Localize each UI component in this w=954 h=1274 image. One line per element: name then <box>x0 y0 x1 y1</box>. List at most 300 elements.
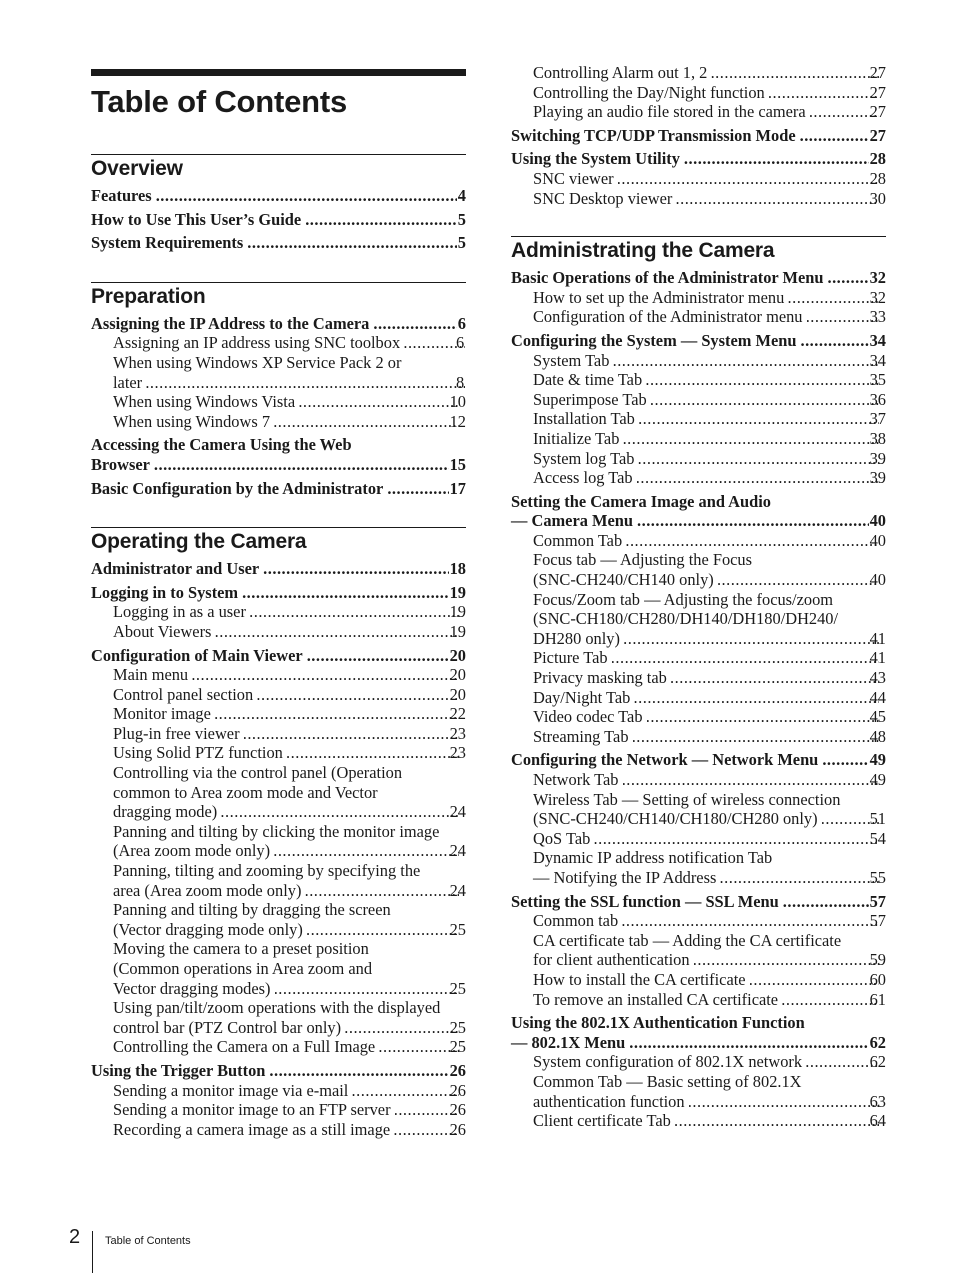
toc-subentry[interactable] <box>91 622 466 642</box>
right-sections <box>511 236 886 1131</box>
entry-page-number: 57 <box>869 911 886 931</box>
entry-text-block <box>113 333 466 353</box>
entry-title: Access log Tab <box>533 468 633 488</box>
entry-page-number: 24 <box>449 880 466 900</box>
toc-subentry[interactable] <box>511 288 886 308</box>
dot-leader <box>689 1092 879 1112</box>
toc-subentry[interactable] <box>511 990 886 1010</box>
entry-last-line <box>533 770 886 790</box>
entry-title: Date & time Tab <box>533 370 643 390</box>
toc-heading-entry[interactable] <box>511 750 886 770</box>
entry-text-line: Setting the Camera Image and Audio <box>511 491 771 511</box>
entry-title: Switching TCP/UDP Transmission Mode <box>511 125 796 145</box>
dot-leader <box>788 288 878 308</box>
entry-text-block <box>113 622 466 642</box>
dot-leader <box>394 1120 458 1140</box>
entry-page-number: 62 <box>869 1032 886 1052</box>
toc-subentry[interactable] <box>511 550 886 589</box>
entry-title: Basic Configuration by the Administrator <box>91 478 384 498</box>
entry-last-line <box>533 570 886 590</box>
entry-page-number: 39 <box>869 448 886 468</box>
toc-subentry[interactable] <box>511 63 886 83</box>
toc-subentry[interactable] <box>91 333 466 353</box>
toc-subentry[interactable] <box>91 763 466 822</box>
entry-text-block <box>533 1111 886 1131</box>
dot-leader <box>618 169 879 189</box>
entry-title: (Vector dragging mode only) <box>113 919 303 939</box>
dot-leader <box>307 646 449 666</box>
entry-last-line <box>533 911 886 931</box>
entry-text-line: Controlling via the control panel (Operation <box>113 763 403 783</box>
toc-heading-entry[interactable] <box>91 559 466 579</box>
toc-heading-entry[interactable] <box>511 492 886 531</box>
toc-heading-entry[interactable] <box>511 1013 886 1052</box>
entry-last-line <box>533 82 886 103</box>
dot-leader <box>675 1111 879 1131</box>
dot-leader <box>623 429 878 449</box>
toc-subentry[interactable] <box>91 392 466 412</box>
entry-page-number: 20 <box>449 684 466 704</box>
entry-title: (Area zoom mode only) <box>113 841 271 861</box>
toc-heading-entry[interactable] <box>91 583 466 603</box>
entry-text-line: common to Area zoom mode and Vector <box>113 782 378 802</box>
entry-page-number: 19 <box>449 602 466 622</box>
entry-title: Common Tab <box>533 530 623 550</box>
entry-title: SNC Desktop viewer <box>533 188 673 208</box>
entry-page-number: 38 <box>869 428 886 448</box>
entry-title: Assigning an IP address using SNC toolbox <box>113 333 401 353</box>
entry-last-line <box>533 409 886 429</box>
entry-page-number: 51 <box>869 809 886 829</box>
toc-subentry[interactable] <box>91 704 466 724</box>
entry-text-block <box>533 169 886 189</box>
entry-title: To remove an installed CA certificate <box>533 989 779 1009</box>
entry-text-block <box>533 727 886 747</box>
toc-subentry[interactable] <box>91 743 466 763</box>
toc-subentry[interactable] <box>91 1081 466 1101</box>
entry-title: Streaming Tab <box>533 726 629 746</box>
dot-leader <box>623 770 879 790</box>
dot-leader <box>646 370 878 390</box>
entry-text-line: Panning, tilting and zooming by specifying the <box>113 861 421 881</box>
entry-title: dragging mode) <box>113 802 218 822</box>
toc-subentry[interactable] <box>511 189 886 209</box>
entry-page-number: 32 <box>869 268 886 288</box>
entry-title: Control panel section <box>113 684 254 704</box>
entry-page-number: 41 <box>869 648 886 668</box>
toc-subentry[interactable] <box>511 590 886 649</box>
entry-text-block <box>533 911 886 931</box>
toc-subentry[interactable] <box>511 351 886 371</box>
toc-heading-entry[interactable] <box>511 268 886 288</box>
toc-subentry[interactable] <box>511 790 886 829</box>
entry-last-line <box>533 168 886 189</box>
entry-last-line <box>511 750 886 770</box>
entry-page-number: 20 <box>449 645 466 665</box>
entry-page-number: 34 <box>869 330 886 350</box>
dot-leader <box>594 829 878 849</box>
entry-page-number: 34 <box>869 350 886 370</box>
page-number: 2 <box>69 1226 81 1248</box>
entry-last-line <box>533 370 886 390</box>
entry-last-line <box>533 448 886 469</box>
toc-heading-entry[interactable] <box>91 435 466 474</box>
toc-subentry[interactable] <box>91 1037 466 1057</box>
entry-text-line: CA certificate tab — Adding the CA certificate <box>533 930 842 950</box>
entry-title: Network Tab <box>533 770 619 789</box>
toc-subentry[interactable] <box>91 1100 466 1120</box>
toc-heading-entry[interactable] <box>91 479 466 499</box>
entry-page-number: 40 <box>869 530 886 550</box>
page-title: Table of Contents <box>91 84 348 119</box>
entry-page-number: 25 <box>449 1017 466 1037</box>
entry-title: Playing an audio file stored in the camera <box>533 102 806 122</box>
toc-subentry[interactable] <box>511 449 886 469</box>
entry-title: Sending a monitor image to an FTP server <box>113 1100 391 1120</box>
entry-last-line <box>533 307 886 327</box>
section-entries <box>91 314 466 498</box>
entry-title: QoS Tab <box>533 828 591 848</box>
entry-page-number: 6 <box>457 313 466 333</box>
toc-heading-entry[interactable] <box>511 149 886 169</box>
entry-text-block <box>533 390 886 410</box>
dot-leader <box>192 665 458 685</box>
toc-subentry[interactable] <box>511 668 886 688</box>
entry-last-line <box>113 743 466 763</box>
entry-text-line: (SNC-CH180/CH280/DH140/DH180/DH240/ <box>533 609 839 629</box>
entry-title: Picture Tab <box>533 648 608 668</box>
entry-last-line <box>533 867 886 888</box>
entry-text-line: Using pan/tilt/zoom operations with the displayed <box>113 998 441 1018</box>
entry-title: Plug-in free viewer <box>113 723 240 743</box>
toc-subentry[interactable] <box>91 665 466 685</box>
entry-title: Superimpose Tab <box>533 389 647 409</box>
entry-last-line <box>91 210 466 230</box>
dot-leader <box>387 479 448 499</box>
toc-subentry[interactable] <box>511 970 886 990</box>
entry-title: — Notifying the IP Address <box>533 867 717 887</box>
toc-subentry[interactable] <box>511 727 886 747</box>
entry-page-number: 33 <box>869 307 886 327</box>
entry-page-number: 19 <box>449 582 466 602</box>
dot-leader <box>612 648 879 668</box>
entry-text-block <box>533 429 886 449</box>
entry-page-number: 25 <box>449 919 466 939</box>
dot-leader <box>215 622 458 642</box>
dot-leader <box>305 881 458 901</box>
dot-leader <box>629 1033 868 1053</box>
toc-subentry[interactable] <box>91 602 466 622</box>
entry-last-line <box>533 188 886 209</box>
toc-subentry[interactable] <box>511 931 886 970</box>
entry-last-line <box>511 331 886 351</box>
entry-last-line <box>511 511 886 531</box>
toc-subentry[interactable] <box>511 707 886 727</box>
entry-text-block <box>113 724 466 744</box>
toc-heading-entry[interactable] <box>91 233 466 253</box>
toc-subentry[interactable] <box>511 848 886 887</box>
entry-text-block <box>113 353 466 392</box>
left-column <box>91 69 466 1139</box>
entry-title: When using Windows Vista <box>113 392 296 412</box>
entry-text-block <box>91 559 466 579</box>
toc-subentry[interactable] <box>91 939 466 998</box>
entry-page-number: 57 <box>869 891 886 911</box>
entry-text-block <box>533 829 886 849</box>
toc-subentry[interactable] <box>91 861 466 900</box>
footer-divider <box>92 1231 93 1273</box>
entry-page-number: 39 <box>869 468 886 488</box>
entry-last-line <box>91 233 466 253</box>
continued-entries <box>511 63 886 208</box>
entry-title: Configuration of the Administrator menu <box>533 307 803 327</box>
entry-page-number: 36 <box>869 389 886 409</box>
toc-subentry[interactable] <box>511 468 886 488</box>
entry-page-number: 24 <box>449 841 466 861</box>
entry-last-line <box>533 809 886 829</box>
entry-title: Administrator and User <box>91 559 260 579</box>
toc-subentry[interactable] <box>511 648 886 668</box>
entry-page-number: 18 <box>449 559 466 579</box>
entry-text-line: Wireless Tab — Setting of wireless connection <box>533 789 841 809</box>
entry-text-block <box>113 998 466 1037</box>
toc-subentry[interactable] <box>511 1052 886 1072</box>
entry-text-block <box>91 646 466 666</box>
dot-leader <box>827 268 868 288</box>
entry-page-number: 59 <box>869 950 886 970</box>
dot-leader <box>274 412 459 432</box>
dot-leader <box>624 629 879 649</box>
toc-subentry[interactable] <box>511 83 886 103</box>
entry-page-number: 28 <box>869 149 886 169</box>
dot-leader <box>379 1037 458 1057</box>
entry-last-line <box>113 1119 466 1140</box>
entry-title: About Viewers <box>113 621 212 641</box>
dot-leader <box>718 570 879 590</box>
entry-last-line <box>533 628 886 649</box>
entry-page-number: 28 <box>869 168 886 188</box>
entry-title: Installation Tab <box>533 409 635 429</box>
entry-page-number: 17 <box>449 478 466 498</box>
entry-text-block <box>533 990 886 1010</box>
entry-page-number: 45 <box>869 707 886 727</box>
entry-text-block <box>533 770 886 790</box>
section-entries <box>91 186 466 253</box>
toc-subentry[interactable] <box>511 169 886 189</box>
entry-title: Video codec Tab <box>533 707 643 727</box>
entry-text-block <box>91 233 466 253</box>
entry-last-line <box>113 602 466 622</box>
entry-page-number: 49 <box>869 770 886 789</box>
entry-text-block <box>113 602 466 622</box>
toc-subentry[interactable] <box>511 370 886 390</box>
entry-text-line: Focus tab — Adjusting the Focus <box>533 550 753 570</box>
toc-subentry[interactable] <box>511 102 886 122</box>
entry-text-block <box>91 1061 466 1081</box>
entry-last-line <box>533 950 886 970</box>
entry-last-line <box>511 126 886 146</box>
entry-last-line <box>533 350 886 371</box>
entry-text-block <box>533 668 886 688</box>
toc-subentry[interactable] <box>91 822 466 861</box>
toc-heading-entry[interactable] <box>91 646 466 666</box>
dot-leader <box>250 602 459 622</box>
toc-heading-entry[interactable] <box>91 210 466 230</box>
toc-subentry[interactable] <box>91 998 466 1037</box>
entry-page-number: 5 <box>457 209 466 229</box>
entry-text-block <box>511 149 886 169</box>
entry-text-block <box>113 1100 466 1120</box>
dot-leader <box>822 750 868 770</box>
entry-title: Setting the SSL function — SSL Menu <box>511 891 779 911</box>
entry-last-line <box>533 102 886 122</box>
entry-text-block <box>113 763 466 822</box>
entry-title: Using the System Utility <box>511 149 680 169</box>
entry-page-number: 27 <box>869 63 886 82</box>
entry-last-line <box>533 1052 886 1072</box>
entry-page-number: 64 <box>869 1111 886 1131</box>
dot-leader <box>638 449 878 469</box>
entry-text-line: Dynamic IP address notification Tab <box>533 848 773 868</box>
entry-page-number: 4 <box>457 186 466 205</box>
entry-text-block <box>533 790 886 829</box>
entry-text-block <box>113 939 466 998</box>
entry-title: Common tab <box>533 911 619 931</box>
entry-last-line <box>113 919 466 940</box>
entry-text-block <box>511 126 886 146</box>
toc-subentry[interactable] <box>511 409 886 429</box>
entry-last-line: Assigning an IP address using SNC toolbox ..... 6 <box>123 333 466 353</box>
entry-last-line <box>533 687 886 708</box>
entry-page-number: 37 <box>869 409 886 429</box>
section-heading: Operating the Camera <box>91 530 307 554</box>
toc-heading-entry[interactable] <box>91 314 466 334</box>
toc-subentry[interactable] <box>91 724 466 744</box>
entry-page-number: 44 <box>869 687 886 707</box>
dot-leader <box>800 331 868 351</box>
toc-subentry[interactable] <box>511 390 886 410</box>
toc-subentry[interactable] <box>511 531 886 551</box>
toc-subentry[interactable] <box>511 307 886 327</box>
entry-title: Using the Trigger Button <box>91 1060 266 1080</box>
entry-title: Privacy masking tab <box>533 668 667 688</box>
entry-last-line <box>533 428 886 449</box>
entry-last-line <box>511 892 886 912</box>
toc-subentry[interactable] <box>511 911 886 931</box>
toc-subentry[interactable] <box>511 1111 886 1131</box>
toc-subentry[interactable] <box>511 429 886 449</box>
entry-last-line <box>511 149 886 169</box>
entry-last-line <box>511 1033 886 1053</box>
dot-leader <box>810 102 879 122</box>
entry-title: Basic Operations of the Administrator Menu <box>511 268 824 288</box>
entry-title: Assigning the IP Address to the Camera <box>91 313 370 333</box>
entry-last-line <box>91 646 466 666</box>
toc-subentry[interactable] <box>511 688 886 708</box>
section-heading: Administrating the Camera <box>511 239 775 263</box>
entry-last-line <box>113 841 466 861</box>
entry-text-block <box>113 1120 466 1140</box>
toc-heading-entry[interactable] <box>91 1061 466 1081</box>
entry-title: System Requirements <box>91 233 244 253</box>
entry-last-line <box>533 726 886 747</box>
section-heading: Preparation <box>91 284 206 308</box>
toc-subentry[interactable] <box>511 1072 886 1111</box>
dot-leader <box>671 668 879 688</box>
dot-leader <box>720 868 878 888</box>
entry-title: Recording a camera image as a still image <box>113 1119 391 1139</box>
entry-title: Day/Night Tab <box>533 687 631 707</box>
entry-page-number: 27 <box>869 125 886 145</box>
dot-leader <box>269 1061 448 1081</box>
toc-subentry[interactable] <box>511 770 886 790</box>
entry-page-number: 60 <box>869 969 886 989</box>
entry-page-number: 10 <box>449 392 466 412</box>
entry-last-line <box>91 559 466 579</box>
toc-heading-entry[interactable] <box>91 186 466 206</box>
dot-leader <box>782 990 879 1010</box>
toc-heading-entry[interactable] <box>511 331 886 351</box>
dot-leader <box>694 950 879 970</box>
toc-subentry[interactable] <box>91 685 466 705</box>
entry-page-number: 40 <box>869 511 886 531</box>
entry-page-number: 5 <box>457 233 466 253</box>
dot-leader <box>750 970 879 990</box>
entry-text-block <box>511 1013 886 1052</box>
entry-text-block <box>113 861 466 900</box>
entry-title: — 802.1X Menu <box>511 1032 626 1052</box>
dot-leader <box>373 314 456 334</box>
toc-subentry[interactable] <box>91 900 466 939</box>
running-title: Table of Contents <box>105 1235 191 1247</box>
section-entries <box>511 268 886 1131</box>
entry-title: Using Solid PTZ function <box>113 743 283 763</box>
toc-heading-entry[interactable] <box>511 892 886 912</box>
toc-subentry[interactable] <box>91 1120 466 1140</box>
entry-last-line <box>91 583 466 603</box>
toc-subentry[interactable] <box>511 829 886 849</box>
entry-text-block <box>511 750 886 770</box>
dot-leader <box>257 685 458 705</box>
dot-leader <box>263 559 448 579</box>
entry-text-line: Accessing the Camera Using the Web <box>91 435 352 455</box>
entry-text-block <box>533 370 886 390</box>
toc-section <box>511 236 886 1131</box>
dot-leader <box>156 186 457 206</box>
toc-subentry[interactable] <box>91 412 466 432</box>
entry-last-line <box>91 314 466 334</box>
dot-leader <box>215 704 459 724</box>
entry-last-line: later ..... 8 <box>123 373 466 393</box>
toc-subentry[interactable] <box>91 353 466 392</box>
entry-text-block <box>533 102 886 122</box>
entry-text-block <box>533 531 886 551</box>
entry-text-block <box>533 970 886 990</box>
dot-leader <box>307 920 459 940</box>
entry-last-line <box>113 684 466 705</box>
dot-leader <box>146 373 465 393</box>
entry-title: Vector dragging modes) <box>113 978 271 998</box>
dot-leader <box>769 83 879 103</box>
dot-leader <box>639 409 879 429</box>
entry-page-number: 43 <box>869 668 886 688</box>
entry-page-number: 23 <box>449 723 466 743</box>
entry-page-number: 26 <box>449 1080 466 1100</box>
entry-page-number: 30 <box>869 188 886 208</box>
toc-heading-entry[interactable] <box>511 126 886 146</box>
entry-title: (SNC-CH240/CH140 only) <box>533 570 714 590</box>
entry-page-number: 15 <box>449 454 466 474</box>
